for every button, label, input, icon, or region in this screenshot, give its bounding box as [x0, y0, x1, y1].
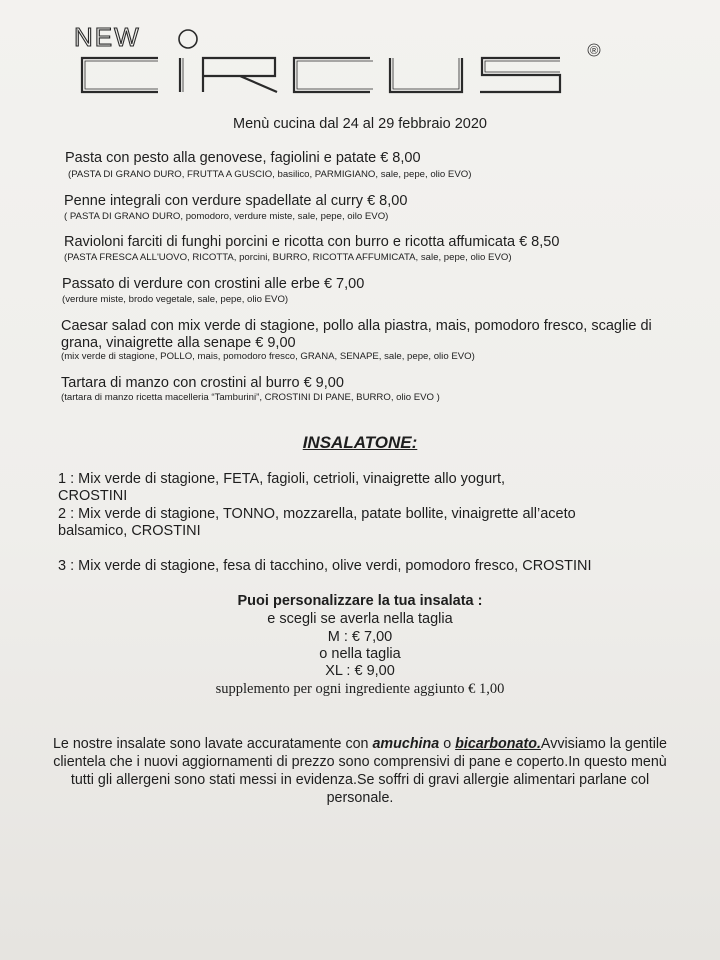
logo-o-ring: [179, 30, 197, 48]
salad-2: 2 : Mix verde di stagione, TONNO, mozzarella, patate bollite, vinaigrette all’aceto balsamico, CROSTINI: [58, 506, 576, 539]
dish-1-ingredients: (PASTA DI GRANO DURO, FRUTTA A GUSCIO, basilico, PARMIGIANO, sale, pepe, olio EVO): [68, 169, 472, 180]
salad-1: 1 : Mix verde di stagione, FETA, fagioli, cetrioli, vinaigrette allo yogurt, CROSTINI: [58, 471, 506, 504]
dish-6-ingredients: (tartara di manzo ricetta macelleria “Tamburini”, CROSTINI DI PANE, BURRO, olio EVO ): [61, 392, 440, 403]
notice-text-2: o: [439, 736, 456, 752]
dish-5-ingredients: (mix verde di stagione, POLLO, mais, pomodoro fresco, GRANA, SENAPE, sale, pepe, olio EVO): [61, 351, 475, 362]
dish-4-name: Passato di verdure con crostini alle erbe € 7,00: [62, 276, 365, 292]
allergen-notice: [40, 735, 680, 807]
size-xl-price: XL : € 9,00: [325, 663, 395, 679]
dish-2-name: Penne integrali con verdure spadellate al curry € 8,00: [64, 193, 408, 209]
customize-line-2: o nella taglia: [319, 646, 401, 662]
supplement-note: supplemento per ogni ingrediente aggiunto € 1,00: [215, 681, 505, 697]
logo-new-text: NEW: [74, 22, 141, 52]
dish-3-name: Ravioloni farciti di funghi porcini e ricotta con burro e ricotta affumicata € 8,50: [64, 234, 560, 250]
notice-amuchina: amuchina: [372, 736, 440, 752]
customize-line-1: e scegli se averla nella taglia: [267, 611, 453, 627]
dish-2-ingredients: ( PASTA DI GRANO DURO, pomodoro, verdure miste, sale, pepe, oilo EVO): [64, 211, 389, 222]
insalatone-title: INSALATONE:: [302, 433, 418, 452]
menu-subtitle: Menù cucina dal 24 al 29 febbraio 2020: [233, 116, 487, 132]
registered-mark: ®: [590, 45, 599, 57]
logo-circus-wordmark: [82, 58, 560, 92]
dish-3-ingredients: (PASTA FRESCA ALL'UOVO, RICOTTA, porcini, BURRO, RICOTTA AFFUMICATA, sale, pepe, olio EVO): [64, 252, 512, 263]
dish-4-ingredients: (verdure miste, brodo vegetale, sale, pepe, olio EVO): [62, 294, 289, 305]
notice-bicarbonato: bicarbonato.: [455, 736, 541, 752]
new-circus-logo: [70, 22, 640, 102]
notice-text-1: Le nostre insalate sono lavate accuratamente con: [52, 736, 373, 752]
dish-5-name: Caesar salad con mix verde di stagione, pollo alla piastra, mais, pomodoro fresco, scaglie di grana, vinaigrette alla senape € 9,00: [61, 318, 652, 351]
dish-6-name: Tartara di manzo con crostini al burro € 9,00: [61, 375, 344, 391]
salad-3: 3 : Mix verde di stagione, fesa di tacchino, olive verdi, pomodoro fresco, CROSTINI: [58, 558, 592, 574]
dish-1-name: Pasta con pesto alla genovese, fagiolini e patate € 8,00: [65, 150, 421, 166]
notice-text-3: Avvisiamo la gentile clientela che i nuovi aggiornamenti di prezzo sono comprensivi di pane e coperto.In questo menù tutti gli allergeni sono stati messi in evidenza.Se soffri di gravi allergie alimentari parlane col personale.: [53, 736, 668, 806]
size-m-price: M : € 7,00: [327, 629, 393, 645]
customize-heading: Puoi personalizzare la tua insalata :: [237, 593, 483, 609]
